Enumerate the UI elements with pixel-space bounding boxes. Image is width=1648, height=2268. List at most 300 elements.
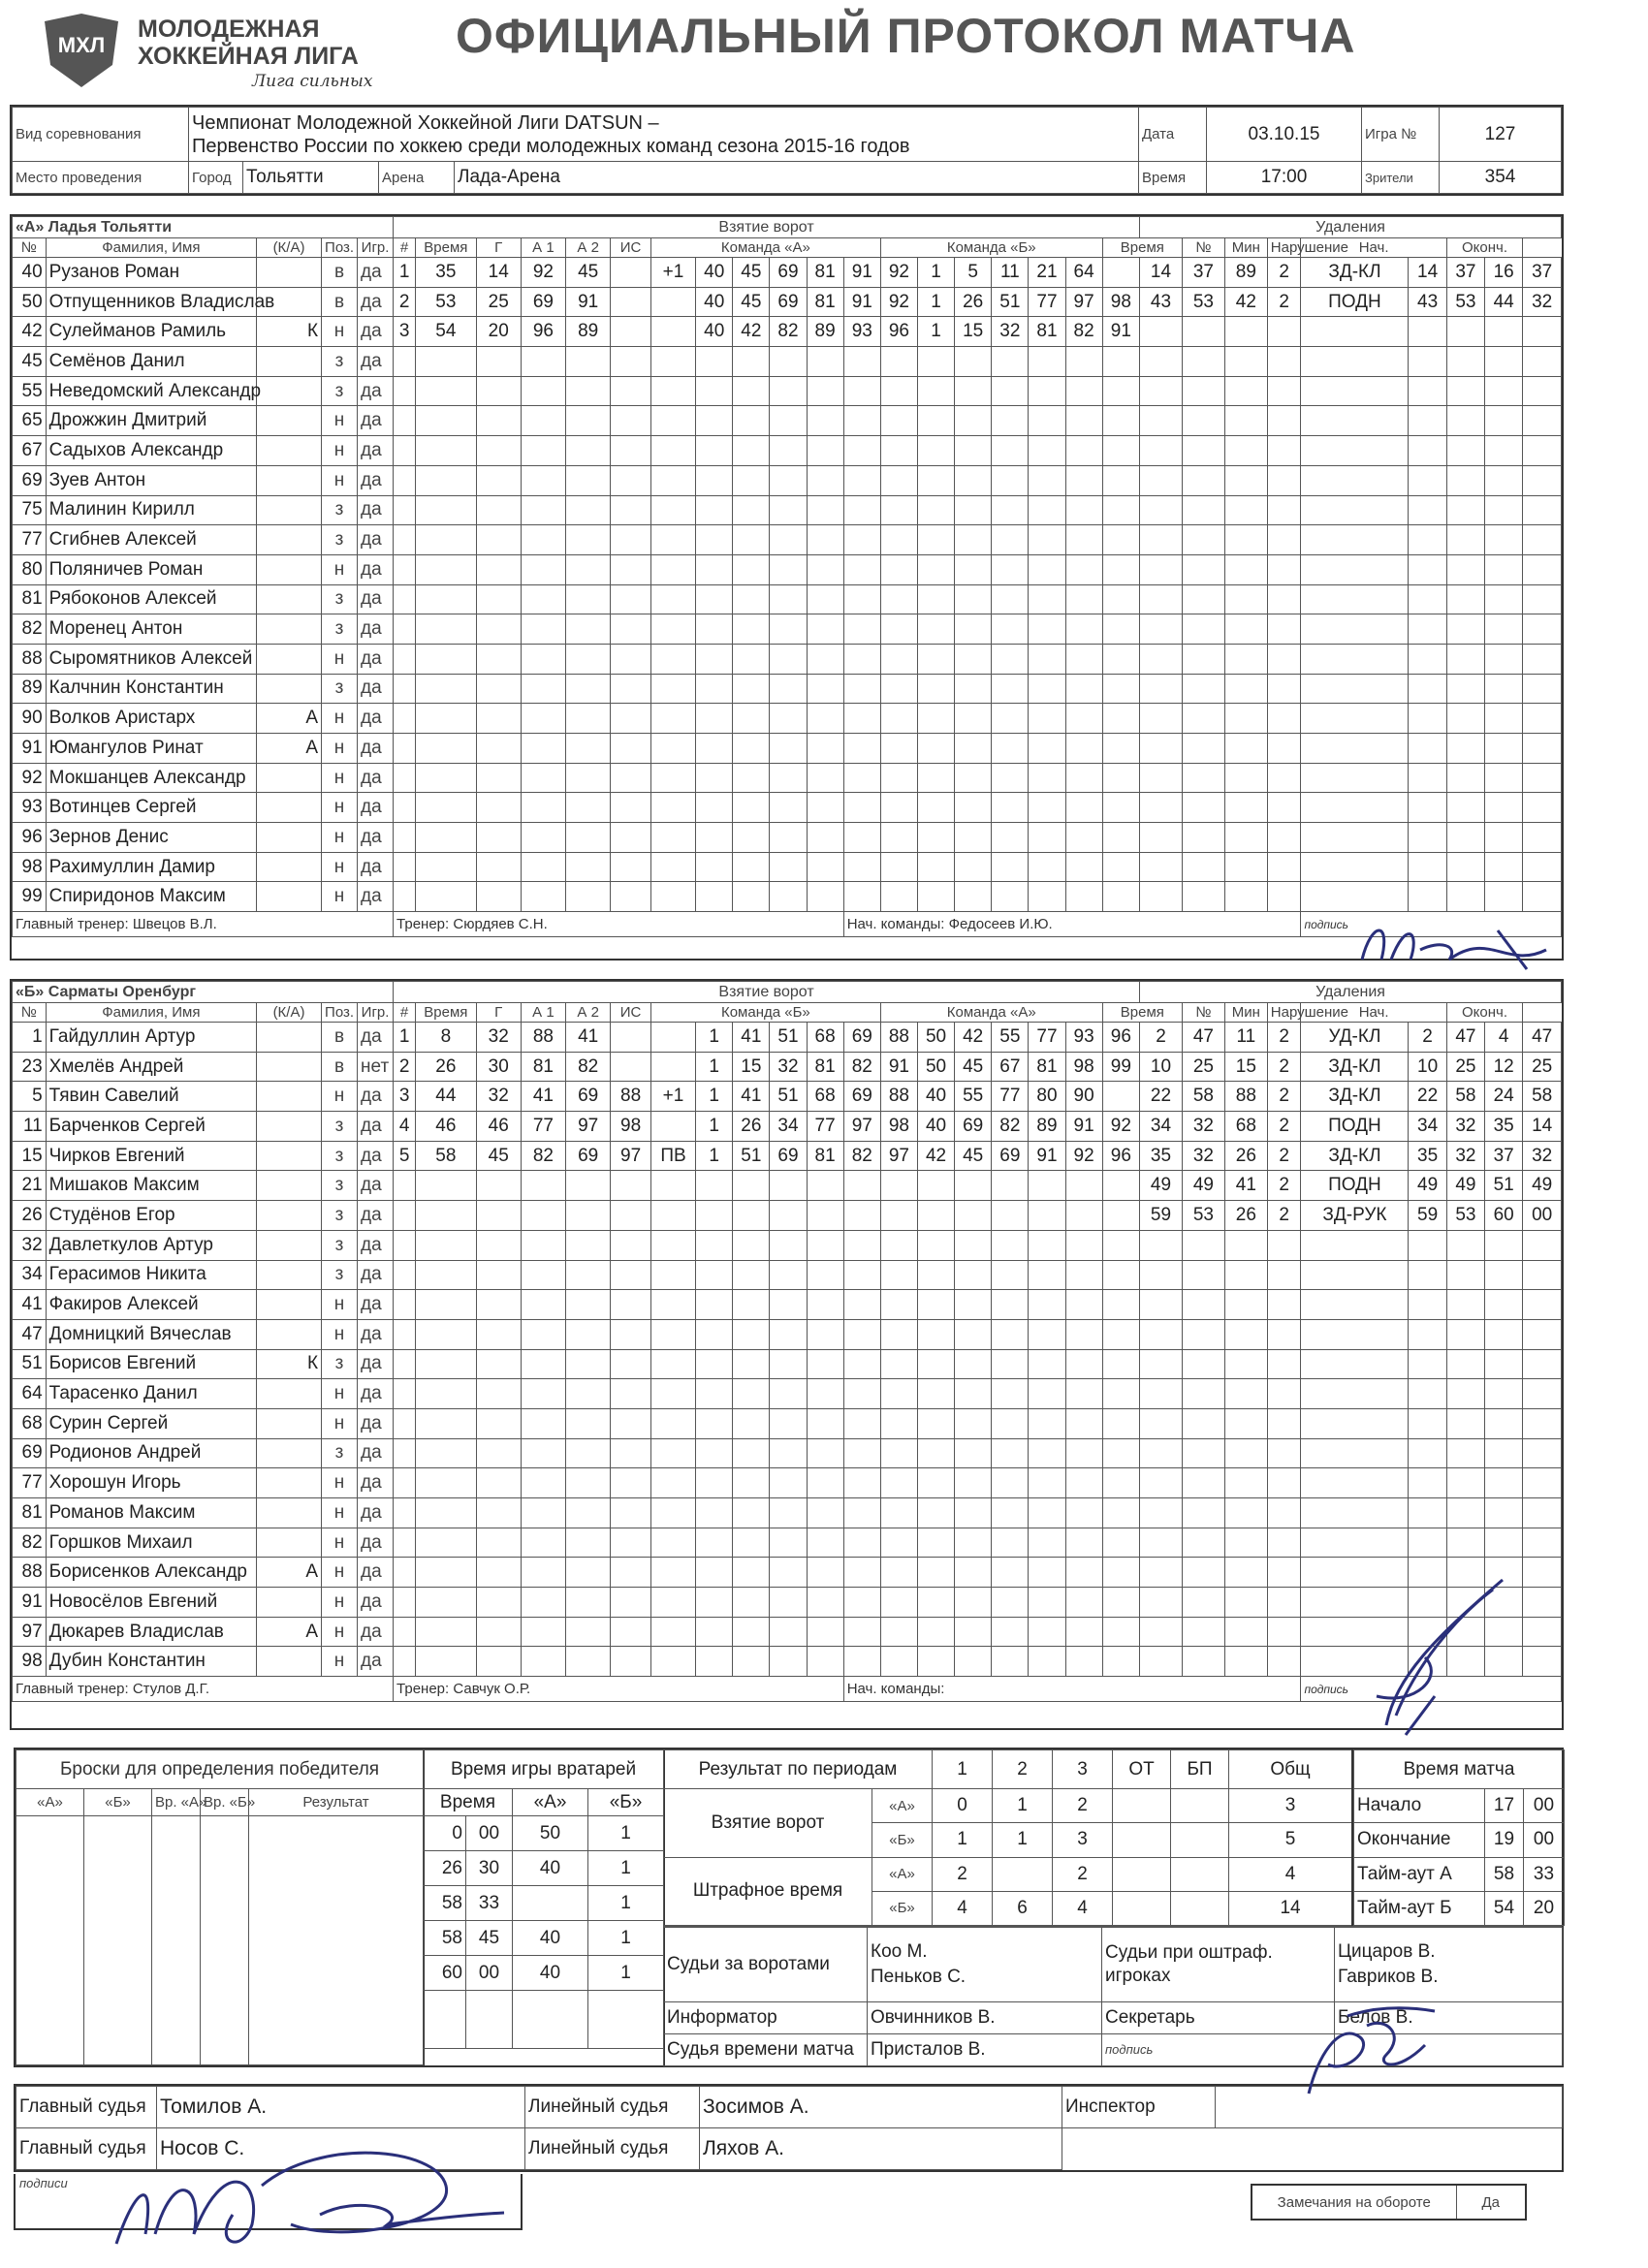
penalty-cell: 68 (1224, 1112, 1267, 1142)
penalty-cell (1140, 1290, 1183, 1320)
period-cell: 1 (993, 1789, 1053, 1823)
opp-on-ice-cell (1065, 1171, 1102, 1201)
penalty-cell (1140, 1260, 1183, 1290)
player-row (13, 1498, 1562, 1528)
opp-on-ice-cell (1065, 406, 1102, 436)
penalty-cell: 32 (1446, 1112, 1484, 1142)
penalty-cell (1301, 1230, 1409, 1260)
goal-cell (394, 436, 416, 466)
match-time-seconds: 00 (1524, 1823, 1565, 1857)
period-team: «А» (872, 1857, 933, 1891)
penalty-cell (1267, 1290, 1301, 1320)
player-name: Сулейманов Рамиль (46, 317, 256, 347)
opp-on-ice-cell: 67 (992, 1052, 1029, 1082)
team-a-signature (1352, 911, 1575, 979)
date-label: Дата (1139, 108, 1207, 162)
goal-cell (394, 554, 416, 584)
player-role (257, 1498, 322, 1528)
player-role (257, 1528, 322, 1558)
player-row (13, 554, 1562, 584)
penalty-cell (1446, 614, 1484, 645)
goal-cell (476, 1230, 521, 1260)
own-on-ice-cell (880, 554, 917, 584)
goal-cell (476, 1349, 521, 1379)
goal-cell (650, 1379, 695, 1409)
penalty-cell (1140, 1498, 1183, 1528)
own-on-ice-cell (696, 1171, 733, 1201)
goal-cell (476, 347, 521, 377)
opp-on-ice-cell: 90 (1065, 1082, 1102, 1112)
penalty-cell (1446, 406, 1484, 436)
penalty-cell (1409, 465, 1446, 495)
own-on-ice-cell (880, 1171, 917, 1201)
own-on-ice-cell (733, 674, 770, 704)
own-on-ice-cell (843, 406, 880, 436)
player-number: 92 (13, 763, 47, 793)
player-played: да (358, 674, 394, 704)
period-cell: 1 (933, 1823, 993, 1857)
goal-cell (566, 614, 611, 645)
goal-cell (566, 674, 611, 704)
penalty-cell (1267, 1230, 1301, 1260)
opp-on-ice-cell (1102, 406, 1139, 436)
goal-cell: 46 (476, 1112, 521, 1142)
player-row (13, 1260, 1562, 1290)
player-role (257, 1112, 322, 1142)
penalty-cell (1485, 674, 1523, 704)
remarks-value: Да (1481, 2193, 1500, 2211)
opp-on-ice-cell (955, 1617, 992, 1647)
own-on-ice-cell: 1 (696, 1141, 733, 1171)
penalty-cell (1523, 823, 1562, 853)
period-cell: 14 (1229, 1891, 1352, 1925)
match-time-label: Окончание (1354, 1823, 1485, 1857)
player-position: н (322, 436, 358, 466)
opp-on-ice-cell (917, 704, 954, 734)
signature-label: подпись (1301, 912, 1562, 937)
penalty-cell (1409, 793, 1446, 823)
own-on-ice-cell (696, 554, 733, 584)
own-on-ice-cell (733, 1498, 770, 1528)
player-row (13, 734, 1562, 764)
penalty-cell (1485, 793, 1523, 823)
assist1-col: А 1 (521, 238, 565, 258)
opp-on-ice-cell (1102, 1558, 1139, 1588)
arena-label: Арена (379, 162, 455, 194)
goal-cell (650, 1588, 695, 1618)
penalty-cell (1409, 376, 1446, 406)
opp-on-ice-cell (1102, 1349, 1139, 1379)
penalty-cell (1409, 436, 1446, 466)
penalty-cell (1446, 1408, 1484, 1438)
player-name: Хмелёв Андрей (46, 1052, 256, 1082)
player-position: з (322, 376, 358, 406)
own-on-ice-cell (770, 644, 807, 674)
goal-cell (611, 347, 651, 377)
goal-num-col: # (394, 238, 416, 258)
player-played: да (358, 734, 394, 764)
opp-on-ice-cell (917, 1379, 954, 1409)
penalty-cell: 2 (1267, 1082, 1301, 1112)
penalty-cell (1446, 1260, 1484, 1290)
goal-cell (611, 406, 651, 436)
opp-on-ice-cell (917, 1171, 954, 1201)
player-role (257, 1230, 322, 1260)
penalty-cell (1182, 704, 1224, 734)
goal-cell: +1 (650, 1082, 695, 1112)
goal-cell (611, 852, 651, 882)
player-played: да (358, 1230, 394, 1260)
opp-on-ice-cell (955, 763, 992, 793)
period-cell: 3 (1053, 1823, 1113, 1857)
goal-cell: 41 (521, 1082, 565, 1112)
opp-on-ice-cell (1102, 674, 1139, 704)
goal-cell (521, 674, 565, 704)
goal-scorer-col: Г (476, 238, 521, 258)
opp-on-ice-cell (1102, 584, 1139, 614)
penalty-cell (1301, 1260, 1409, 1290)
penalty-cell (1182, 1319, 1224, 1349)
player-position: в (322, 1052, 358, 1082)
goal-cell (394, 1468, 416, 1498)
penalty-cell (1267, 376, 1301, 406)
penalty-cell (1224, 525, 1267, 555)
goal-cell (566, 734, 611, 764)
opp-on-ice-cell (1029, 1201, 1065, 1231)
opp-on-ice-cell (992, 734, 1029, 764)
player-name: Новосёлов Евгений (46, 1588, 256, 1618)
penalty-cell: 59 (1140, 1201, 1183, 1231)
penalty-cell: 49 (1523, 1171, 1562, 1201)
goal-cell (650, 704, 695, 734)
own-on-ice-cell: 51 (733, 1141, 770, 1171)
goal-cell (650, 1260, 695, 1290)
penalty-cell (1267, 436, 1301, 466)
player-played: да (358, 793, 394, 823)
penalty-cell (1224, 317, 1267, 347)
penalty-cell (1267, 1528, 1301, 1558)
player-name: Спиридонов Максим (46, 882, 256, 912)
player-name: Садыхов Александр (46, 436, 256, 466)
opp-on-ice-cell (917, 852, 954, 882)
goal-cell (416, 704, 476, 734)
player-name: Горшков Михаил (46, 1528, 256, 1558)
opp-on-ice-cell: 45 (955, 1052, 992, 1082)
player-position: н (322, 1082, 358, 1112)
penalty-cell (1140, 882, 1183, 912)
own-on-ice-col: Команда «А» (650, 238, 880, 258)
opp-on-ice-cell (917, 1588, 954, 1618)
chief-label: Нач. команды: (846, 1681, 945, 1698)
goal-cell (476, 763, 521, 793)
player-position: з (322, 1230, 358, 1260)
own-on-ice-cell: 1 (696, 1082, 733, 1112)
own-on-ice-cell: 26 (733, 1112, 770, 1142)
period-team: «А» (872, 1789, 933, 1823)
player-position: з (322, 347, 358, 377)
own-on-ice-cell: 97 (880, 1141, 917, 1171)
penalty-cell (1523, 525, 1562, 555)
opp-on-ice-cell (1029, 1498, 1065, 1528)
penalty-cell: 2 (1267, 1112, 1301, 1142)
opp-on-ice-cell (992, 823, 1029, 853)
penalty-cell (1409, 882, 1446, 912)
match-time-label: Тайм-аут А (1354, 1857, 1485, 1891)
own-on-ice-cell: 82 (843, 1052, 880, 1082)
penalty-cell (1485, 704, 1523, 734)
competition-line-2: Первенство России по хоккею среди молодежных команд сезона 2015-16 годов (192, 135, 910, 157)
own-on-ice-cell (880, 852, 917, 882)
opp-on-ice-cell (955, 1647, 992, 1677)
penalty-cell: 10 (1409, 1052, 1446, 1082)
goal-cell: 3 (394, 317, 416, 347)
penalty-cell (1224, 1468, 1267, 1498)
opp-on-ice-cell (1065, 465, 1102, 495)
head-coach (13, 912, 394, 937)
penalty-cell (1523, 704, 1562, 734)
penalty-cell (1140, 1349, 1183, 1379)
own-on-ice-cell (696, 1647, 733, 1677)
opp-on-ice-cell (1065, 376, 1102, 406)
opp-on-ice-cell (992, 1290, 1029, 1320)
own-on-ice-cell (843, 614, 880, 645)
goal-cell (566, 704, 611, 734)
opp-on-ice-cell (955, 1438, 992, 1468)
goal-cell (394, 406, 416, 436)
own-on-ice-cell (733, 525, 770, 555)
own-on-ice-cell (696, 1528, 733, 1558)
opp-on-ice-cell: 80 (1029, 1082, 1065, 1112)
goal-cell (566, 644, 611, 674)
penalty-cell (1267, 1408, 1301, 1438)
penalty-cell (1224, 554, 1267, 584)
opp-on-ice-cell (1065, 1260, 1102, 1290)
opp-on-ice-cell (1029, 1617, 1065, 1647)
own-on-ice-cell (733, 1588, 770, 1618)
penalty-cell (1140, 1230, 1183, 1260)
goal-cell (521, 793, 565, 823)
own-on-ice-cell (843, 1171, 880, 1201)
timekeeper-name: Присталов В. (868, 2033, 1102, 2065)
penalty-cell (1140, 614, 1183, 645)
opp-on-ice-cell (955, 1230, 992, 1260)
opp-on-ice-cell (992, 852, 1029, 882)
player-number: 47 (13, 1319, 47, 1349)
goal-cell: 45 (476, 1141, 521, 1171)
penalty-cell (1523, 1319, 1562, 1349)
goal-cell (521, 1558, 565, 1588)
penalty-cell (1446, 852, 1484, 882)
opp-on-ice-cell (955, 852, 992, 882)
penalty-cell (1485, 1290, 1523, 1320)
own-on-ice-cell (696, 674, 733, 704)
opp-on-ice-cell (1102, 1379, 1139, 1409)
penalty-cell (1267, 704, 1301, 734)
penalty-cell (1301, 495, 1409, 525)
own-on-ice-cell (733, 882, 770, 912)
own-on-ice-cell: 69 (843, 1023, 880, 1053)
player-number: 55 (13, 376, 47, 406)
opp-on-ice-cell (992, 584, 1029, 614)
period-cell: 3 (1229, 1789, 1352, 1823)
penalty-cell: 35 (1140, 1141, 1183, 1171)
opp-on-ice-cell (992, 644, 1029, 674)
goal-cell (521, 554, 565, 584)
opp-on-ice-cell (1102, 882, 1139, 912)
player-role (257, 465, 322, 495)
player-played: да (358, 1290, 394, 1320)
own-on-ice-cell (807, 1408, 843, 1438)
opp-on-ice-cell (917, 554, 954, 584)
penalty-cell (1446, 436, 1484, 466)
opp-on-ice-cell (917, 614, 954, 645)
opp-on-ice-cell (992, 1438, 1029, 1468)
coach-label: Тренер: (396, 916, 450, 933)
own-on-ice-cell (770, 495, 807, 525)
goal-cell (611, 1201, 651, 1231)
own-on-ice-cell (880, 525, 917, 555)
penalty-cell (1485, 1230, 1523, 1260)
own-on-ice-cell (733, 734, 770, 764)
penalty-cell (1409, 1230, 1446, 1260)
player-name: Дрожжин Дмитрий (46, 406, 256, 436)
own-on-ice-cell (770, 793, 807, 823)
goal-cell (521, 1319, 565, 1349)
own-on-ice-cell (880, 1290, 917, 1320)
head-coach-name: Стулов Д.Г. (132, 1681, 210, 1698)
informer-label: Информатор (664, 2001, 868, 2033)
penalty-cell (1182, 793, 1224, 823)
opp-on-ice-cell: 92 (1065, 1141, 1102, 1171)
opp-on-ice-cell (955, 1528, 992, 1558)
goalie-row (424, 1816, 664, 1851)
goal-cell: 4 (394, 1112, 416, 1142)
penalty-cell: 53 (1446, 287, 1484, 317)
penalty-cell (1409, 1408, 1446, 1438)
period-cell: 5 (1229, 1823, 1352, 1857)
own-on-ice-cell (733, 1349, 770, 1379)
own-on-ice-cell (880, 465, 917, 495)
penalty-cell (1182, 376, 1224, 406)
own-on-ice-cell (807, 1319, 843, 1349)
own-on-ice-cell (807, 1558, 843, 1588)
goal-cell (611, 1230, 651, 1260)
penalty-cell (1301, 554, 1409, 584)
arena-value: Лада-Арена (455, 162, 1139, 194)
player-played: да (358, 495, 394, 525)
goal-cell (394, 1201, 416, 1231)
own-on-ice-cell (843, 376, 880, 406)
opp-on-ice-cell (955, 1290, 992, 1320)
goal-cell (476, 1201, 521, 1231)
player-number: 88 (13, 1558, 47, 1588)
opp-on-ice-cell (1065, 1647, 1102, 1677)
city-value: Тольятти (243, 162, 379, 194)
goalies-title: Время игры вратарей (424, 1750, 664, 1789)
penalty-cell (1485, 1468, 1523, 1498)
goal-cell: 46 (416, 1112, 476, 1142)
goalie-cell (466, 1991, 513, 2049)
goal-cell (650, 1319, 695, 1349)
goal-cell (650, 1647, 695, 1677)
goal-cell (394, 376, 416, 406)
opp-on-ice-cell (1065, 793, 1102, 823)
goal-cell (650, 1528, 695, 1558)
player-position: з (322, 1141, 358, 1171)
goalie-cell: 26 (424, 1851, 466, 1886)
own-on-ice-cell: 69 (770, 287, 807, 317)
own-on-ice-cell (696, 644, 733, 674)
own-on-ice-cell (733, 1528, 770, 1558)
player-role (257, 1647, 322, 1677)
opp-on-ice-cell (917, 1438, 954, 1468)
name-col: Фамилия, Имя (46, 238, 256, 258)
goal-cell (650, 1201, 695, 1231)
goalie-cell: 58 (424, 1921, 466, 1956)
penalty-cell (1182, 1379, 1224, 1409)
player-played: да (358, 1141, 394, 1171)
penalty-cell (1140, 1408, 1183, 1438)
opp-on-ice-cell (1102, 614, 1139, 645)
goal-cell (476, 1558, 521, 1588)
opp-on-ice-cell (1065, 584, 1102, 614)
goal-cell (611, 1290, 651, 1320)
player-number: 75 (13, 495, 47, 525)
penalty-cell: 34 (1140, 1112, 1183, 1142)
venue-label: Место проведения (13, 162, 189, 194)
penalty-cell: 35 (1485, 1112, 1523, 1142)
own-on-ice-cell (843, 1379, 880, 1409)
opp-on-ice-cell: 82 (1065, 317, 1102, 347)
assist2-col: А 2 (566, 1003, 611, 1023)
opp-on-ice-cell (955, 793, 992, 823)
penalty-cell (1446, 644, 1484, 674)
opp-on-ice-cell (917, 1201, 954, 1231)
penalty-cell (1140, 436, 1183, 466)
opp-on-ice-cell: 77 (992, 1082, 1029, 1112)
shootout-section (16, 1749, 425, 2065)
penalty-cell (1301, 734, 1409, 764)
opp-on-ice-cell: 91 (1065, 1112, 1102, 1142)
goalie-cell: 1 (588, 1921, 664, 1956)
player-name: Давлеткулов Артур (46, 1230, 256, 1260)
penalty-cell (1409, 525, 1446, 555)
goal-cell (394, 763, 416, 793)
opp-on-ice-cell (955, 1468, 992, 1498)
penalty-cell: 24 (1485, 1082, 1523, 1112)
opp-on-ice-cell: 51 (992, 287, 1029, 317)
goal-cell: 32 (476, 1082, 521, 1112)
goal-cell (476, 1408, 521, 1438)
own-on-ice-cell (770, 1617, 807, 1647)
opp-on-ice-cell (1029, 436, 1065, 466)
penalty-cell (1224, 1379, 1267, 1409)
penalty-cell: 26 (1224, 1141, 1267, 1171)
player-position: н (322, 554, 358, 584)
match-time-label: Начало (1354, 1789, 1485, 1823)
penalty-cell (1446, 1438, 1484, 1468)
goal-cell (521, 852, 565, 882)
goal-cell (416, 376, 476, 406)
goal-cell (394, 882, 416, 912)
player-row (13, 1349, 1562, 1379)
opp-on-ice-cell (1029, 734, 1065, 764)
game-number: 127 (1440, 108, 1562, 162)
own-on-ice-cell (770, 1260, 807, 1290)
goal-cell (650, 376, 695, 406)
own-on-ice-cell (880, 406, 917, 436)
penalty-cell: 32 (1182, 1112, 1224, 1142)
